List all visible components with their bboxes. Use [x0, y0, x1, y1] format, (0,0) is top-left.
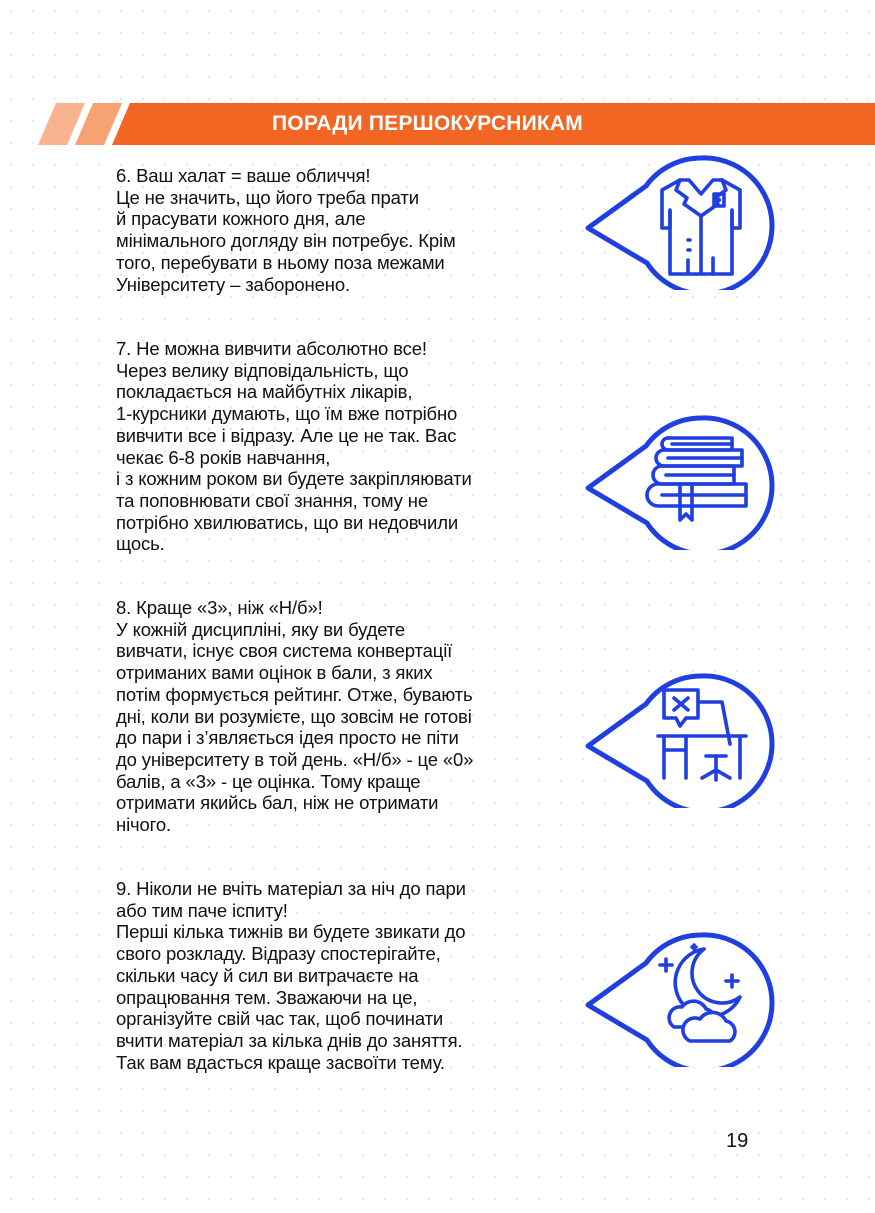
tip-line: до університету в той день. «Н/б» - це «0»	[116, 748, 474, 770]
tip-line: покладається на майбутніх лікарів,	[116, 381, 413, 403]
tip-line: отримати якийсь бал, ніж не отримати	[116, 792, 439, 814]
tip-7	[116, 338, 516, 555]
moon-night-icon	[582, 927, 782, 1067]
tip-line: вивчити все і відразу. Але це не так. Вас	[116, 424, 457, 446]
tip-line: балів, а «3» - це оцінка. Тому краще	[116, 770, 421, 792]
tip-line: і з кожним роком ви будете закріпляювати	[116, 468, 472, 490]
tip-line: потім формується рейтинг. Отже, бувають	[116, 683, 473, 705]
tip-line: отриманих вами оцінок в бали, з яких	[116, 662, 433, 684]
tip-line: свого розкладу. Відразу спостерігайте,	[116, 943, 441, 965]
tip-title: 8. Краще «3», ніж «Н/б»!	[116, 597, 323, 618]
tip-line: чекає 6-8 років навчання,	[116, 446, 331, 468]
tip-line: вчити матеріал за кілька днів до заняття.	[116, 1029, 463, 1051]
tip-line: нічого.	[116, 814, 171, 836]
tip-line: Так вам вдасться краще засвоїти тему.	[116, 1051, 445, 1073]
tip-line: вивчати, існує своя система конвертації	[116, 640, 453, 662]
tip-line: Через велику відповідальність, що	[116, 359, 409, 381]
tip-line: та поповнювати свої знання, тому не	[116, 489, 428, 511]
lab-coat-icon	[582, 150, 782, 290]
tip-line: й прасувати кожного дня, але	[116, 208, 366, 230]
header-title: ПОРАДИ ПЕРШОКУРСНИКАМ	[272, 112, 583, 135]
tip-line: Університету – заборонено.	[116, 273, 350, 295]
tip-line: того, перебувати в ньому поза межами	[116, 251, 445, 273]
page-number: 19	[726, 1130, 749, 1152]
tip-line: У кожній дисципліні, яку ви будете	[116, 618, 406, 640]
tip-line: потрібно хвилюватись, що ви недовчили	[116, 511, 459, 533]
books-icon	[582, 410, 782, 550]
tip-8	[116, 597, 516, 836]
empty-desk-icon	[582, 668, 782, 808]
tip-9	[116, 878, 516, 1073]
tip-title: 7. Не можна вивчити абсолютно все!	[116, 338, 427, 359]
tip-line: 1-курсники думають, що їм вже потрібно	[116, 403, 458, 425]
tip-title: 9. Ніколи не вчіть матеріал за ніч до пари	[116, 878, 466, 899]
tip-line: опрацювання тем. Зважаючи на це,	[116, 986, 418, 1008]
tip-line: мінімального догляду він потребує. Крім	[116, 230, 456, 252]
tip-line: Це не значить, що його треба прати	[116, 186, 419, 208]
tip-line: до пари і з’являється ідея просто не піти	[116, 727, 459, 749]
tip-line: Перші кілька тижнів ви будете звикати до	[116, 921, 466, 943]
tip-line: дні, коли ви розумієте, що зовсім не готові	[116, 705, 472, 727]
tip-6	[116, 165, 516, 295]
tip-title: 6. Ваш халат = ваше обличчя!	[116, 165, 371, 186]
tip-line: або тим паче іспиту!	[116, 899, 288, 921]
tip-line: щось.	[116, 533, 165, 555]
tip-line: організуйте свій час так, щоб починати	[116, 1008, 444, 1030]
tip-line: скільки часу й сил ви витрачаєте на	[116, 964, 419, 986]
